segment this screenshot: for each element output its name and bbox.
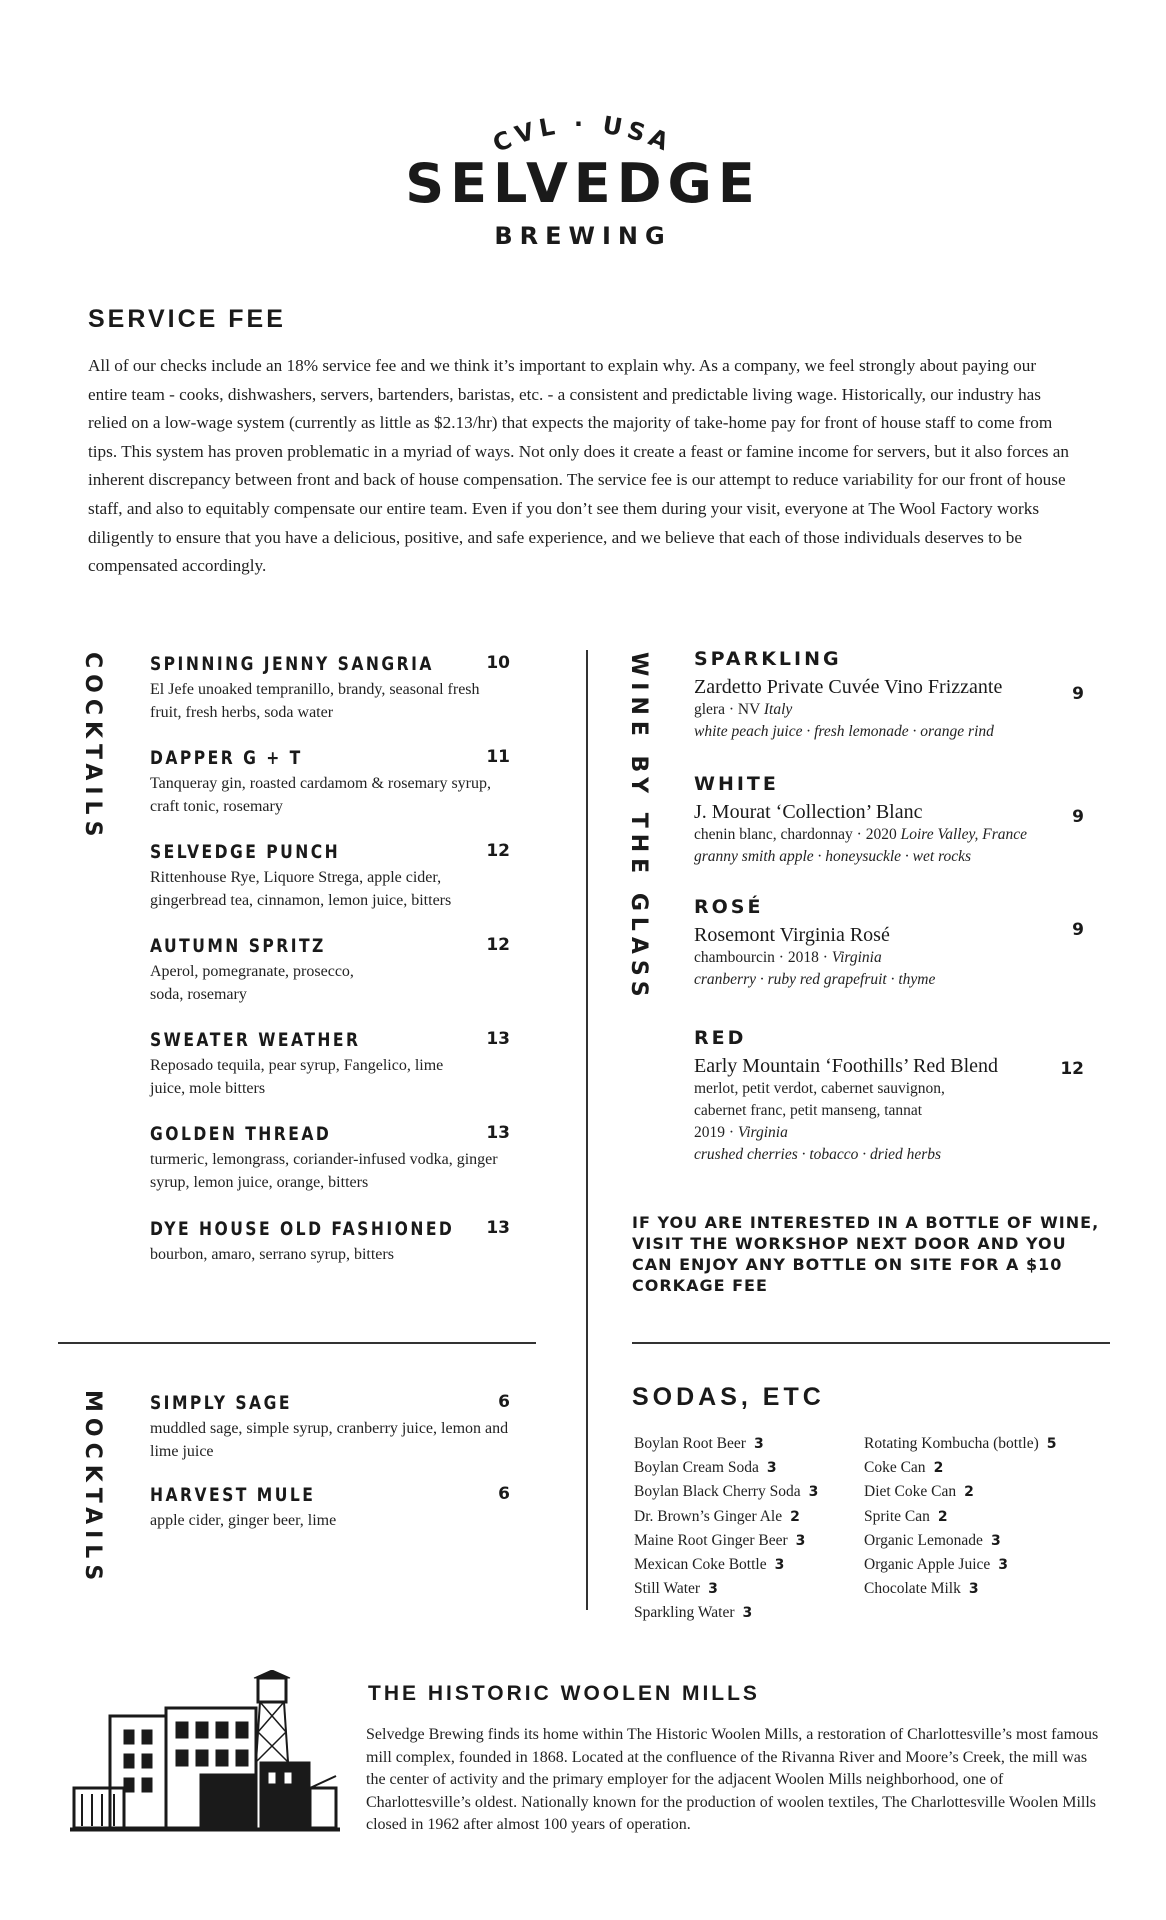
soda-name: Organic Lemonade <box>864 1531 983 1549</box>
soda-item <box>634 1553 818 1577</box>
wine-section-sparkling <box>694 648 1094 743</box>
soda-name: Chocolate Milk <box>864 1580 961 1598</box>
soda-price: 2 <box>933 1460 944 1477</box>
item-description: muddled sage, simple syrup, cranberry juice, lemon and lime juice <box>150 1420 509 1460</box>
soda-name: Boylan Black Cherry Soda <box>634 1483 801 1501</box>
wine-detail <box>694 824 1094 846</box>
wine-heading: SPARKLING <box>694 648 842 670</box>
sodas-right-column <box>864 1432 1057 1601</box>
item-description: Tanqueray gin, roasted cardamom & rosemary syrup, craft tonic, rosemary <box>150 775 491 815</box>
item-description: El Jefe unoaked tempranillo, brandy, seasonal fresh fruit, fresh herbs, soda water <box>150 681 480 721</box>
menu-item <box>150 1123 510 1194</box>
soda-name: Sprite Can <box>864 1507 930 1525</box>
menu-item <box>150 935 510 1006</box>
soda-item <box>864 1529 1057 1553</box>
item-price: 6 <box>498 1484 510 1504</box>
wine-price: 9 <box>1072 920 1084 940</box>
soda-price: 3 <box>742 1605 753 1622</box>
soda-name: Boylan Root Beer <box>634 1435 746 1452</box>
sodas-left-column <box>634 1432 818 1626</box>
wine-section-white <box>694 773 1094 868</box>
svg-text:CVL · USA <box>489 110 678 158</box>
soda-item <box>864 1577 1057 1601</box>
wine-section-red <box>694 1027 1094 1166</box>
wine-heading: RED <box>694 1027 747 1049</box>
item-price: 10 <box>486 653 510 673</box>
wine-detail <box>694 699 1094 721</box>
soda-price: 2 <box>790 1508 800 1525</box>
soda-item <box>864 1432 1057 1456</box>
wine-grapes: merlot, petit verdot, cabernet sauvignon, cabernet franc, petit manseng, tannat <box>694 1080 945 1119</box>
wine-region: Virginia <box>737 1124 788 1141</box>
item-name: GOLDEN THREAD <box>150 1123 332 1145</box>
wine-price: 9 <box>1072 807 1084 827</box>
wine-notes: crushed cherries · tobacco · dried herbs <box>694 1146 942 1163</box>
mocktails-label: MOCKTAILS <box>80 1390 105 1587</box>
item-name: SIMPLY SAGE <box>150 1392 292 1414</box>
wine-detail <box>694 947 1094 969</box>
soda-name: Mexican Coke Bottle <box>634 1556 767 1574</box>
soda-price: 3 <box>998 1557 1009 1574</box>
soda-item <box>864 1456 1057 1480</box>
menu-item <box>150 1484 510 1532</box>
service-fee-body: All of our checks include an 18% service fee and we think it’s important to explain why. As a company, we feel strongly about paying our entire team - cooks, dishwashers, servers, bartenders, baristas, etc. - a consistent and predictable living wage. Historically, our industry has relied on a low-wage system (currently as little as $2.13/hr) that expects the majority of take-home pay for front of house staff to come from tips. This system has proven problematic in a myriad of ways. Not only does it create a feast or famine income for servers, but it also forces an inherent discrepancy between front and back of house compensation. The service fee is our attempt to reduce variability for our front of house staff, and also to equitably compensate our entire team. Even if you don’t see them during your visit, everyone at The Wool Factory works diligently to ensure that you have a delicious, positive, and safe experience, and we believe that each of those individuals deserves to be compensated accordingly. <box>88 356 1070 576</box>
soda-price: 2 <box>937 1508 948 1525</box>
soda-item <box>634 1432 818 1456</box>
item-description: apple cider, ginger beer, lime <box>150 1512 337 1529</box>
wine-region: Virginia <box>831 949 882 966</box>
item-description: Aperol, pomegranate, prosecco, soda, rosemary <box>150 963 354 1003</box>
item-price: 13 <box>486 1029 510 1049</box>
item-name: AUTUMN SPRITZ <box>150 935 326 957</box>
soda-price: 3 <box>753 1436 764 1452</box>
wine-notes: cranberry · ruby red grapefruit · thyme <box>694 971 936 988</box>
item-price: 6 <box>498 1392 510 1412</box>
wine-heading: WHITE <box>694 773 779 795</box>
soda-name: Organic Apple Juice <box>864 1556 991 1574</box>
wine-price: 9 <box>1072 684 1084 704</box>
divider-left <box>58 1342 536 1344</box>
soda-price: 5 <box>1046 1436 1057 1452</box>
item-description: turmeric, lemongrass, coriander-infused vodka, ginger syrup, lemon juice, orange, bitters <box>150 1151 498 1191</box>
soda-price: 3 <box>774 1557 785 1574</box>
logo-title: SELVEDGE <box>405 152 761 215</box>
wine-price: 12 <box>1060 1059 1084 1079</box>
soda-item <box>634 1529 818 1553</box>
menu-item <box>150 1029 510 1100</box>
center-divider <box>586 650 588 1610</box>
soda-item <box>864 1553 1057 1577</box>
menu-item <box>150 747 510 818</box>
divider-right <box>632 1342 1110 1344</box>
item-price: 12 <box>486 841 510 861</box>
wine-label: WINE BY THE GLASS <box>626 652 651 1003</box>
soda-price: 3 <box>766 1460 777 1477</box>
woolen-mill-illustration <box>70 1670 340 1840</box>
wine-vintage: 2019 · <box>694 1124 735 1141</box>
item-name: SWEATER WEATHER <box>150 1029 361 1051</box>
service-fee-title: SERVICE FEE <box>88 305 286 333</box>
logo-arc-label: CVL · USA <box>488 109 678 158</box>
menu-item <box>150 1218 510 1266</box>
cocktails-label: COCKTAILS <box>80 652 105 843</box>
item-price: 12 <box>486 935 510 955</box>
soda-item <box>634 1480 818 1504</box>
sodas-title: SODAS, ETC <box>632 1383 825 1411</box>
soda-item <box>634 1601 818 1625</box>
item-description: Reposado tequila, pear syrup, Fangelico, lime juice, mole bitters <box>150 1057 444 1097</box>
wine-region: Italy <box>763 701 793 718</box>
wine-name: Early Mountain ‘Foothills’ Red Blend <box>694 1055 999 1077</box>
wine-name: J. Mourat ‘Collection’ Blanc <box>694 801 923 823</box>
soda-item <box>634 1456 818 1480</box>
wine-region: Loire Valley, France <box>900 826 1028 843</box>
wine-detail <box>694 1122 1094 1144</box>
wine-grapes: chambourcin · 2018 · <box>694 949 828 966</box>
soda-name: Maine Root Ginger Beer <box>634 1531 788 1549</box>
item-price: 13 <box>486 1218 510 1238</box>
menu-item <box>150 653 510 724</box>
item-name: DYE HOUSE OLD FASHIONED <box>150 1218 455 1240</box>
wine-notes: granny smith apple · honeysuckle · wet rocks <box>694 848 972 865</box>
soda-price: 3 <box>795 1532 806 1549</box>
soda-item <box>634 1505 818 1529</box>
wine-heading: ROSÉ <box>694 896 764 918</box>
corkage-notice: IF YOU ARE INTERESTED IN A BOTTLE OF WINE, VISIT THE WORKSHOP NEXT DOOR AND YOU CAN ENJOY ANY BOTTLE ON SITE FOR A $10 CORKAGE FEE <box>632 1213 1100 1295</box>
soda-item <box>864 1480 1057 1504</box>
item-description: bourbon, amaro, serrano syrup, bitters <box>150 1246 394 1263</box>
soda-price: 3 <box>808 1484 819 1501</box>
soda-price: 3 <box>708 1581 718 1598</box>
wine-name: Rosemont Virginia Rosé <box>694 924 890 946</box>
soda-name: Coke Can <box>864 1459 926 1477</box>
soda-name: Diet Coke Can <box>864 1483 957 1501</box>
soda-price: 2 <box>964 1484 974 1501</box>
soda-name: Sparkling Water <box>634 1604 735 1622</box>
soda-name: Dr. Brown’s Ginger Ale <box>634 1507 783 1525</box>
soda-price: 3 <box>990 1532 1001 1549</box>
item-name: SPINNING JENNY SANGRIA <box>150 653 434 675</box>
wine-notes: white peach juice · fresh lemonade · orange rind <box>694 723 994 740</box>
item-name: SELVEDGE PUNCH <box>150 841 341 863</box>
soda-name: Still Water <box>634 1580 701 1598</box>
history-title: THE HISTORIC WOOLEN MILLS <box>368 1682 760 1705</box>
wine-grapes: glera · NV <box>694 701 760 718</box>
wine-section-rose <box>694 896 1094 991</box>
menu-item <box>150 841 510 912</box>
logo-subtitle: BREWING <box>494 222 672 250</box>
item-description: Rittenhouse Rye, Liquore Strega, apple cider, gingerbread tea, cinnamon, lemon juice, bitters <box>150 869 452 909</box>
menu-item <box>150 1392 510 1463</box>
soda-item <box>634 1577 818 1601</box>
soda-name: Rotating Kombucha (bottle) <box>864 1435 1039 1452</box>
item-name: DAPPER G + T <box>150 747 303 769</box>
soda-item <box>864 1505 1057 1529</box>
wine-grapes: chenin blanc, chardonnay · 2020 <box>694 826 897 843</box>
item-price: 13 <box>486 1123 510 1143</box>
soda-name: Boylan Cream Soda <box>634 1459 759 1477</box>
history-body: Selvedge Brewing finds its home within The Historic Woolen Mills, a restoration of Charlottesville’s most famous mill complex, founded in 1868. Located at the confluence of the Rivanna River and Moore’s Creek, the mill was the center of activity and the primary employer for the adjacent Woolen Mills neighborhood, one of Charlottesville’s oldest. Nationally known for the production of woolen textiles, The Charlottesville Woolen Mills closed in 1962 after almost 100 years of operation. <box>366 1726 1099 1833</box>
wine-name: Zardetto Private Cuvée Vino Frizzante <box>694 676 1003 698</box>
item-name: HARVEST MULE <box>150 1484 316 1506</box>
soda-price: 3 <box>968 1581 979 1598</box>
logo-arc-text <box>483 108 683 158</box>
item-price: 11 <box>486 747 510 767</box>
